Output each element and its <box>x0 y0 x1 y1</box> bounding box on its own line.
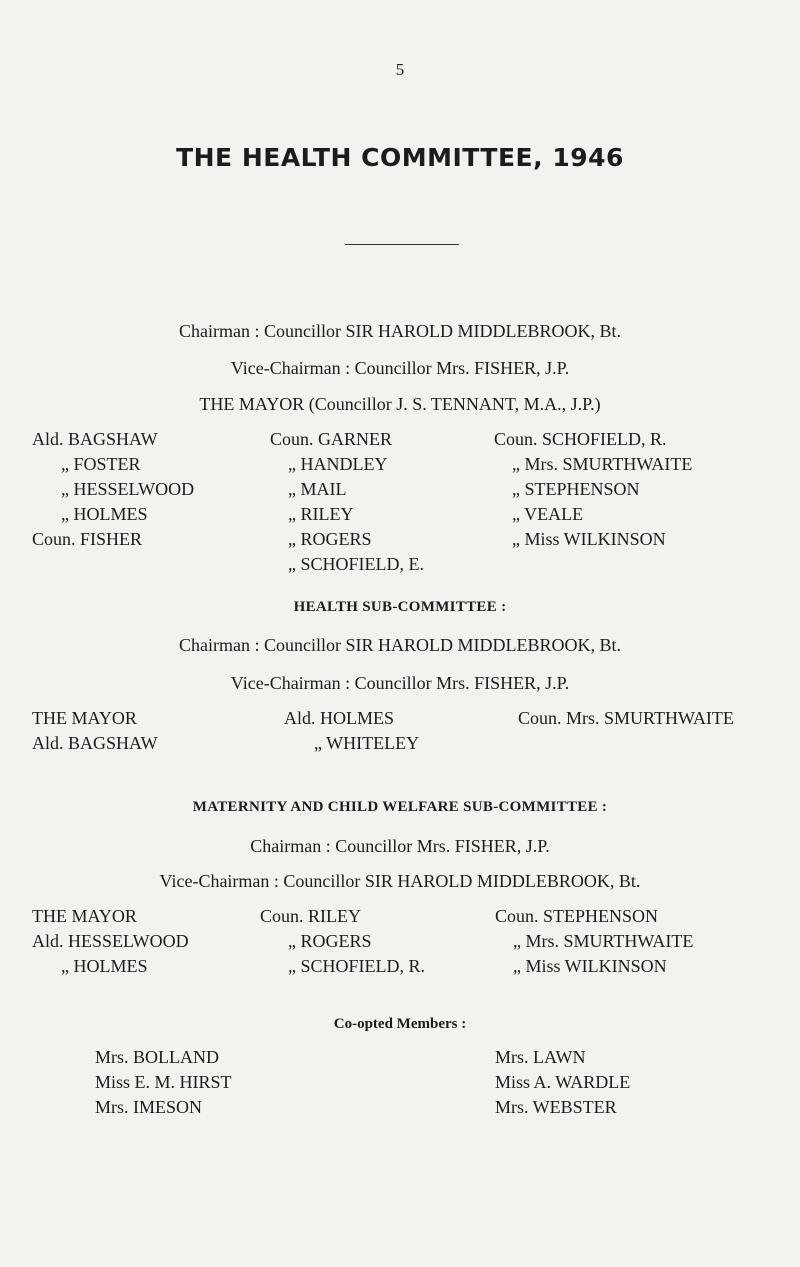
maternity-member: „ SCHOFIELD, R. <box>288 956 426 976</box>
sub-member: Ald. BAGSHAW <box>32 733 158 753</box>
maternity-member: Coun. STEPHENSON <box>495 906 659 926</box>
maternity-member: Coun. RILEY <box>260 906 361 926</box>
maternity-member: „ Mrs. SMURTHWAITE <box>513 931 694 951</box>
committee-member: „ Miss WILKINSON <box>512 529 666 549</box>
committee-member: Coun. SCHOFIELD, R. <box>494 429 667 449</box>
coopted-member: Mrs. LAWN <box>495 1047 586 1067</box>
coopted-member: Mrs. WEBSTER <box>495 1097 617 1117</box>
maternity-member: „ Miss WILKINSON <box>513 956 667 976</box>
coopted-member: Mrs. IMESON <box>95 1097 203 1117</box>
committee-member: „ Mrs. SMURTHWAITE <box>512 454 693 474</box>
health-sub-chairman: Chairman : Councillor SIR HAROLD MIDDLEBROOK, Bt. <box>179 635 621 655</box>
maternity-sub-heading: MATERNITY AND CHILD WELFARE SUB-COMMITTEE : <box>192 799 608 815</box>
health-sub-vice-chairman: Vice-Chairman : Councillor Mrs. FISHER, J.P. <box>230 673 570 693</box>
committee-member: „ STEPHENSON <box>512 479 640 499</box>
sub-member: Ald. HOLMES <box>284 708 395 728</box>
sub-member: „ WHITELEY <box>314 733 420 753</box>
committee-member: „ HANDLEY <box>288 454 388 474</box>
committee-member: Coun. FISHER <box>32 529 143 549</box>
coopted-heading: Co-opted Members : <box>333 1016 467 1032</box>
maternity-sub-vice-chairman: Vice-Chairman : Councillor SIR HAROLD MIDDLEBROOK, Bt. <box>159 871 641 891</box>
divider-rule <box>345 244 459 245</box>
coopted-member: Miss E. M. HIRST <box>95 1072 232 1092</box>
committee-member: „ HESSELWOOD <box>61 479 195 499</box>
page-number: 5 <box>395 60 405 79</box>
health-sub-heading: HEALTH SUB-COMMITTEE : <box>293 599 507 615</box>
maternity-member: THE MAYOR <box>32 906 137 926</box>
committee-member: „ MAIL <box>288 479 347 499</box>
sub-member: THE MAYOR <box>32 708 137 728</box>
committee-member: „ ROGERS <box>288 529 372 549</box>
committee-member: „ RILEY <box>288 504 354 524</box>
committee-member: „ HOLMES <box>61 504 148 524</box>
page-title: THE HEALTH COMMITTEE, 1946 <box>176 143 624 172</box>
committee-member: Ald. BAGSHAW <box>32 429 158 449</box>
coopted-member: Miss A. WARDLE <box>495 1072 631 1092</box>
committee-member: „ SCHOFIELD, E. <box>288 554 424 574</box>
committee-member: „ VEALE <box>512 504 584 524</box>
coopted-member: Mrs. BOLLAND <box>95 1047 219 1067</box>
committee-vice-chairman: Vice-Chairman : Councillor Mrs. FISHER, J.P. <box>230 358 570 378</box>
maternity-member: Ald. HESSELWOOD <box>32 931 189 951</box>
sub-member: Coun. Mrs. SMURTHWAITE <box>518 708 734 728</box>
maternity-member: „ HOLMES <box>61 956 148 976</box>
maternity-member: „ ROGERS <box>288 931 372 951</box>
committee-chairman: Chairman : Councillor SIR HAROLD MIDDLEBROOK, Bt. <box>179 321 621 341</box>
committee-mayor: THE MAYOR (Councillor J. S. TENNANT, M.A., J.P.) <box>199 394 601 414</box>
maternity-sub-chairman: Chairman : Councillor Mrs. FISHER, J.P. <box>250 836 550 856</box>
committee-member: „ FOSTER <box>61 454 141 474</box>
committee-member: Coun. GARNER <box>270 429 393 449</box>
